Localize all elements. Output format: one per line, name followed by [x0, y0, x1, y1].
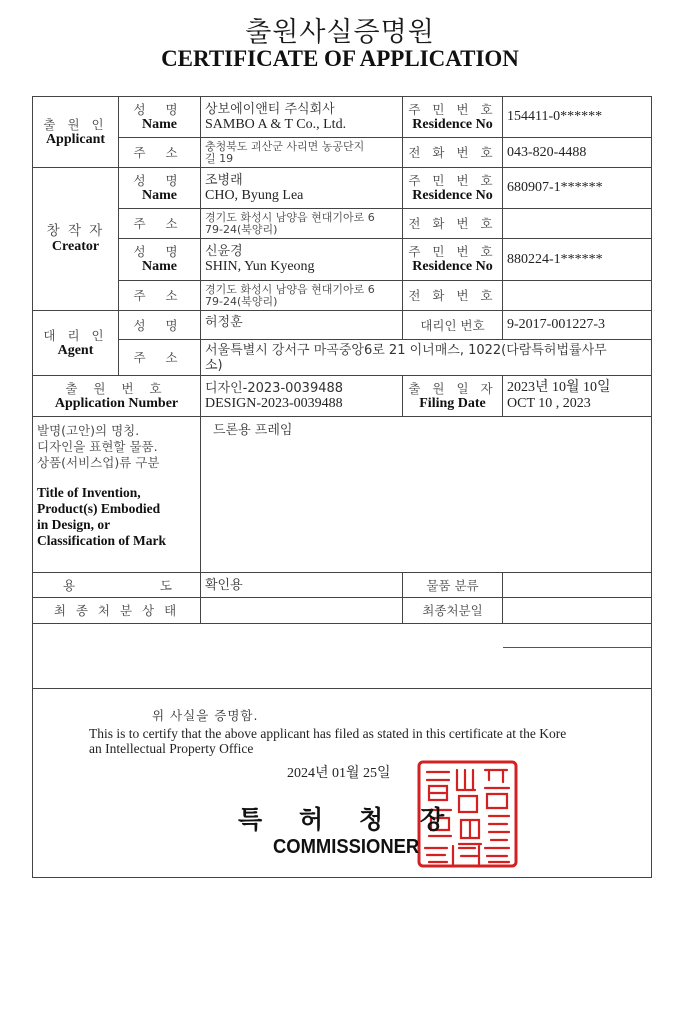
creator-2-phone-label: 전 화 번 호 — [403, 281, 503, 311]
issuer-kr — [238, 800, 448, 836]
filing-date-label: 출 원 일 자 Filing Date — [403, 376, 503, 417]
final-date-label: 최종처분일 — [403, 598, 503, 624]
issuer-char-2: 허 — [299, 805, 324, 834]
agent-section-label: 대 리 인 Agent — [33, 311, 119, 376]
application-number-label: 출 원 번 호 Application Number — [33, 376, 201, 417]
creator-section-label: 창 작 자 Creator — [33, 168, 119, 311]
creator-1-address-label: 주 소 — [119, 209, 201, 239]
remarks-area — [33, 624, 651, 689]
creator-1-name-value: 조병래 CHO, Byung Lea — [201, 168, 403, 209]
certification-statement-en-2: an Intellectual Property Office — [89, 741, 254, 756]
applicant-phone-value: 043-820-4488 — [503, 138, 651, 168]
creator-2-residence-label: 주 민 번 호 Residence No — [403, 239, 503, 281]
issuer-char-1: 특 — [238, 805, 263, 834]
certificate-table — [32, 96, 652, 878]
creator-1-address-value: 경기도 화성시 남양읍 현대기아로 6 79-24(북양리) — [201, 209, 403, 239]
agent-address-value: 서울특별시 강서구 마곡중앙6로 21 이너매스, 1022(다람특허법률사무 소) — [201, 340, 651, 376]
creator-2-address-value: 경기도 화성시 남양읍 현대기아로 6 79-24(북양리) — [201, 281, 403, 311]
classification-label: 물품 분류 — [403, 573, 503, 598]
final-status-label: 최 종 처 분 상 태 — [33, 598, 201, 624]
applicant-phone-label: 전 화 번 호 — [403, 138, 503, 168]
usage-value: 확인용 — [201, 573, 403, 598]
creator-2-name-value: 신윤경 SHIN, Yun Kyeong — [201, 239, 403, 281]
creator-1-residence-label: 주 민 번 호 Residence No — [403, 168, 503, 209]
filing-date-value: 2023년 10월 10일 OCT 10 , 2023 — [503, 376, 651, 417]
creator-2-phone-value — [503, 281, 651, 311]
applicant-residence-value: 154411-0****** — [503, 97, 651, 138]
issuer-en: COMMISSIONER — [273, 836, 420, 858]
issuer-char-3: 청 — [359, 805, 384, 834]
creator-1-residence-value: 680907-1****** — [503, 168, 651, 209]
creator-2-residence-value: 880224-1****** — [503, 239, 651, 281]
issuer-char-4: 장 — [420, 805, 445, 834]
applicant-section-label: 출 원 인 Applicant — [33, 97, 119, 168]
certification-statement-kr: 위 사실을 증명함. — [152, 708, 259, 723]
title-of-invention-value: 드론용 프레임 — [201, 417, 651, 573]
creator-1-phone-label: 전 화 번 호 — [403, 209, 503, 239]
final-status-value — [201, 598, 403, 624]
title-kr: 출원사실증명원 — [245, 17, 435, 48]
agent-name-value: 허정훈 — [201, 311, 403, 340]
agent-address-label: 주 소 — [119, 340, 201, 376]
creator-1-name-label: 성 명 Name — [119, 168, 201, 209]
remarks-divider — [503, 647, 651, 648]
title-en: CERTIFICATE OF APPLICATION — [161, 46, 519, 71]
agent-no-label: 대리인 번호 — [403, 311, 503, 340]
certification-date: 2024년 01월 25일 — [287, 766, 391, 781]
applicant-name-label: 성 명 Name — [119, 97, 201, 138]
applicant-residence-label: 주 민 번 호 Residence No — [403, 97, 503, 138]
agent-no-value: 9-2017-001227-3 — [503, 311, 651, 340]
applicant-address-value: 충청북도 괴산군 사리면 농공단지 길 19 — [201, 138, 403, 168]
application-number-value: 디자인-2023-0039488 DESIGN-2023-0039488 — [201, 376, 403, 417]
certification-statement-en-1: This is to certify that the above applicant has filed as stated in this certificate at the Kore — [89, 726, 567, 741]
applicant-address-label: 주 소 — [119, 138, 201, 168]
agent-name-label: 성 명 — [119, 311, 201, 340]
creator-2-address-label: 주 소 — [119, 281, 201, 311]
title-of-invention-label: 발명(고안)의 명칭. 디자인을 표현할 물품. 상품(서비스업)류 구분 Title of Invention, Product(s) Embodied in Design, or Classification of Mark — [33, 417, 201, 573]
creator-1-phone-value — [503, 209, 651, 239]
final-date-value — [503, 598, 651, 624]
applicant-name-value: 상보에이앤티 주식회사 SAMBO A & T Co., Ltd. — [201, 97, 403, 138]
usage-label: 용 도 — [33, 573, 201, 598]
creator-2-name-label: 성 명 Name — [119, 239, 201, 281]
classification-value — [503, 573, 651, 598]
